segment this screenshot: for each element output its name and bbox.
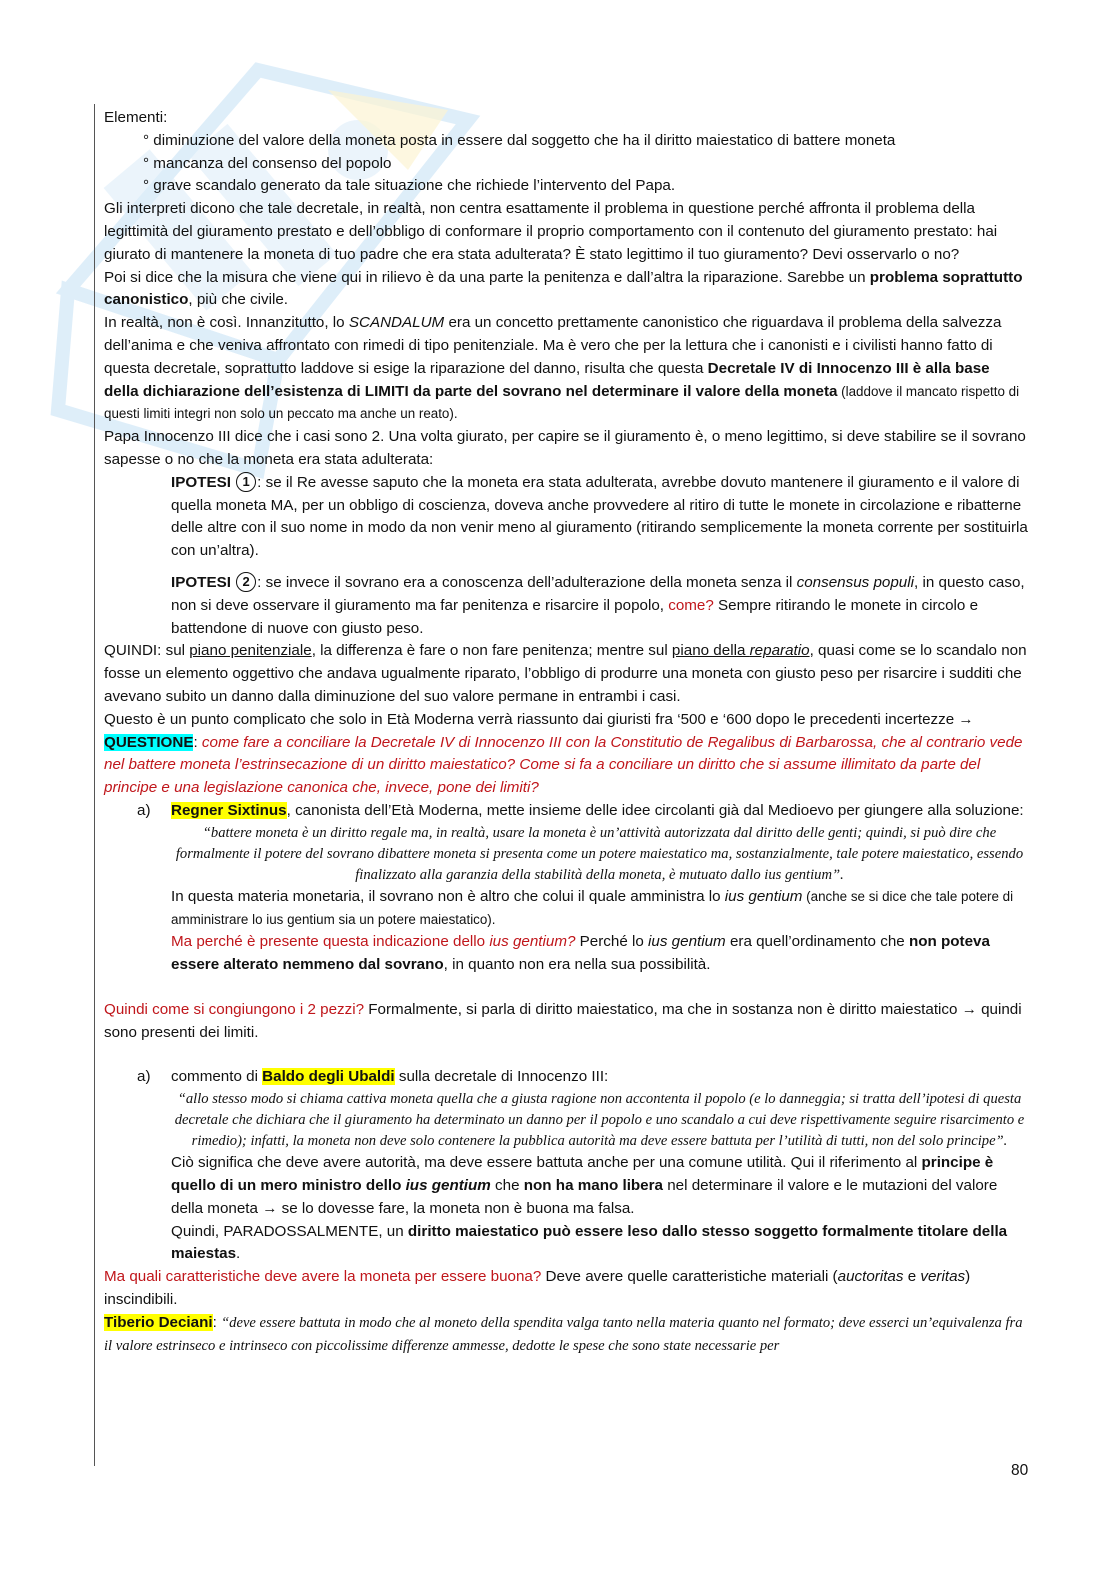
paragraph-perche [104,931,1028,977]
text-run: In questa materia monetaria, il sovrano non è altro che colui il quale amministra lo [171,887,725,905]
red-question: Quindi come si congiungono i 2 pezzi? [104,1000,365,1018]
italic-text: auctoritas [837,1268,904,1286]
text-run: Deve avere quelle caratteristiche materiali ( [541,1268,838,1286]
text-run: Formalmente, si parla di diritto maiestatico, ma che in sostanza non è diritto maiestatico [364,1000,962,1018]
list-marker: a) [137,1068,151,1086]
bold-text: non ha mano libera [523,1177,663,1195]
bullet-item: ° grave scandalo generato da tale situazione che richiede l’intervento del Papa. [143,177,676,195]
page-content [104,107,1028,1357]
italic-text: ius gentium [405,1177,491,1195]
paragraph-tiberio [104,1312,1028,1358]
text-run: Poi si dice che la misura che viene qui in rilievo è da una parte la penitenza e dall’altra la riparazione. Sarebbe un [104,268,870,286]
red-question: come? [668,596,714,614]
arrow-right-icon: → [262,1199,278,1217]
text-run: , la differenza è fare o non fare penitenza; mentre sul [311,642,672,660]
italic-text: ius gentium [648,933,726,951]
author-highlight: Baldo degli Ubaldi [262,1068,395,1086]
text-run: Ciò significa che deve avere autorità, ma deve essere battuta anche per una comune utilità. Qui il riferimento al [171,1154,922,1172]
questione-highlight: QUESTIONE [104,733,194,751]
paragraph-scandalum [104,312,1028,426]
text-run: QUINDI: sul [104,642,190,660]
text-run: ) inscindibili. [104,1268,971,1309]
author-highlight: Regner Sixtinus [171,801,287,819]
text-run: , in questo caso, non si deve osservare il giuramento ma far penitenza e risarcire il popolo, [171,573,1025,614]
text-run: , in quanto non era nella sua possibilità. [443,956,711,974]
arrow-right-icon: → [961,1000,977,1018]
text-run: commento di [171,1068,263,1086]
text-run: principe è quello di un mero ministro dello [171,1154,994,1195]
text-run: Ma perché è presente questa indicazione dello [171,933,490,951]
list-item-regner [104,800,1028,823]
text-run: Perché lo [575,933,649,951]
list-marker: a) [137,801,151,819]
paragraph-penitenza [104,267,1028,313]
text-run: In realtà, non è così. Innanzitutto, lo [104,314,349,332]
paragraph-interpreti: Gli interpreti dicono che tale decretale, in realtà, non centra esattamente il problema in questione perché affronta il problema della legittimità del giuramento prestato e dell’obbligo di conformare il proprio comportamento con il contenuto del giuramento prestato: hai giurato di mantenere la moneta di tuo padre che era stata adulterata? È stato legittimo il tuo giuramento? Devi osservarlo o no? [104,200,998,263]
author-highlight: Tiberio Deciani [104,1313,213,1331]
italic-text: consensus populi [796,573,915,591]
text-run: piano della [671,642,750,660]
italic-text: reparatio [749,642,810,660]
bold-text: Decretale IV di Innocenzo III è alla base della dichiarazione dell’esistenza di LIMITI da parte del sovrano nel determinare il valore della moneta [104,359,990,400]
small-text: (anche se si dice che tale potere di amministrare lo ius gentium sia un potere maiestatico). [171,888,1014,927]
bullet-item: ° diminuzione del valore della moneta posta in essere dal soggetto che ha il diritto maiestatico di battere moneta [143,131,896,149]
text-run: era quell’ordinamento che [725,933,909,951]
bold-text: non poteva essere alterato nemmeno dal sovrano [171,933,990,974]
arrow-right-icon: → [958,710,974,728]
text-run: Quindi, PARADOSSALMENTE, un [171,1222,408,1240]
text-run: quindi sono presenti dei limiti. [104,1000,1022,1041]
paragraph-quindi [104,640,1028,708]
text-run: nel determinare il valore e le mutazioni del valore della moneta [171,1177,998,1217]
italic-text: ius gentium? [489,933,576,951]
text-run: e [903,1268,921,1286]
paragraph-autorita [104,1152,1028,1220]
paragraph-caratteristiche [104,1266,1028,1312]
text-run: Sempre ritirando le monete in circolo e battendone di nuove con giusto peso. [171,596,979,637]
italic-text: SCANDALUM [348,314,445,332]
bullet-item: ° mancanza del consenso del popolo [143,154,392,172]
underlined-text [672,642,810,659]
ipotesi-label: IPOTESI [171,573,231,591]
quote-regner: “battere moneta è un diritto regale ma, in realtà, usare la moneta è un’attività autorizzata dal diritto delle genti; quindi, si può dire che formalmente il potere del sovrano dibattere moneta si presenta come un potere maiestatico ma, sostanzialmente, tale potere maiestatico, essendo finalizzato alla garanzia della stabilità della moneta, è mutuato dallo ius gentium”. [175,824,1024,883]
page-number: 80 [1011,1462,1029,1479]
red-question [171,933,575,950]
text-run: sulla decretale di Innocenzo III: [394,1068,609,1086]
paragraph-papa: Papa Innocenzo III dice che i casi sono 2. Una volta giurato, per capire se il giuramento è, o meno legittimo, si deve stabilire se il sovrano sapesse o no che la moneta era stata adulterata: [104,428,1026,468]
left-margin-rule [94,104,95,1466]
underlined-text: piano penitenziale [189,642,312,660]
text-run: . [236,1245,241,1263]
paragraph-questione [104,709,1028,800]
ipotesi-label: IPOTESI [171,473,231,491]
bold-text: problema soprattutto canonistico [104,268,1023,309]
text-run: : se il Re avesse saputo che la moneta era stata adulterata, avrebbe dovuto mantenere il giuramento e il valore di quella moneta MA, per un obbligo di coscienza, doveva anche provvedere al ritiro di tutte le monete in circolazione e ribatterne delle altre con il suo nome in modo da non venir meno al giuramento (ritirando semplicemente la moneta corrente per sostituirla con un’altra). [171,473,1028,560]
italic-text: ius gentium [724,887,803,905]
text-run: , più che civile. [188,291,289,309]
text-run: , canonista dell’Età Moderna, mette insieme delle idee circolanti già dal Medioevo per giungere alla soluzione: [286,801,1024,819]
text-run: : se invece il sovrano era a conoscenza dell’adulterazione della moneta senza il [257,573,797,591]
small-text: (laddove il mancato rispetto di questi limiti integri non solo un peccato ma anche un reato). [104,383,1020,422]
red-question: Ma quali caratteristiche deve avere la moneta per essere buona? [104,1268,542,1286]
elementi-heading: Elementi: [104,109,168,126]
red-italic-question: come fare a conciliare la Decretale IV di Innocenzo III con la Constitutio de Regalibus di Barbarossa, che al contrario vede nel battere moneta l’estrinsecazione di un diritto maiestatico? Come si fa a conciliare un diritto che si assume illimitato da parte del principe e una legislazione canonica che, invece, pone dei limiti? [104,733,1023,797]
quote-tiberio: “deve essere battuta in modo che al moneto della spendita valga tanto nella materia quanto nel formato; deve esserci un’equivalenza fra il valore estrinseco e intrinseco con piccolissime differenze ammesse, dedotte le spese che sono state necessarie per [104,1314,1023,1354]
bold-text: diritto maiestatico può essere leso dallo stesso soggetto formalmente titolare della maiestas [171,1222,1008,1263]
italic-text: veritas [920,1268,966,1286]
paragraph-materia [104,886,1028,932]
text-run: : [212,1313,222,1331]
text-run: Questo è un punto complicato che solo in Età Moderna verrà riassunto dai giuristi fra ‘500 e ‘600 dopo le precedenti incertezze [104,710,959,728]
text-run: se lo dovesse fare, la moneta non è buona ma falsa. [277,1199,635,1217]
circled-number-icon: 2 [236,572,256,592]
circled-number-icon: 1 [236,472,256,492]
text-run: , quasi come se lo scandalo non fosse un elemento oggettivo che andava ugualmente riparato, l’obbligo di produrre una moneta con giusto peso per risarcire i sudditi che avevano subito un danno dalla diminuzione del suo valore permane in entrambi i casi. [104,642,1027,705]
text-run: che [490,1177,524,1195]
ipotesi-1 [104,472,1028,563]
paragraph-congiungono [104,999,1028,1045]
text-run: era un concetto prettamente canonistico che riguardava il problema della salvezza dell’anima e che veniva affrontato con rimedi di tipo penitenziale. Ma è vero che per la lettura che i canonisti e i civilisti hanno fatto di questa decretale, soprattutto laddove si esige la riparazione del danno, risulta che questa [104,314,1002,377]
ipotesi-2 [104,572,1028,640]
list-item-baldo [104,1066,1028,1089]
text-run: : [193,733,202,751]
quote-baldo: “allo stesso modo si chiama cattiva moneta quella che a giusta ragione non accontenta il popolo (e lo danneggia; si tratta dell’ipotesi di questa decretale che dichiara che il giuramento ha determinato un danno per il popolo e uno scandalo a cui deve rispettivamente seguire risarcimento e rimedio); infatti, la moneta non deve solo contenere la pubblica autorità ma deve essere battuta per l’utilità di tutti, non del solo principe”. [174,1091,1025,1150]
paragraph-paradossalmente [104,1221,1028,1267]
